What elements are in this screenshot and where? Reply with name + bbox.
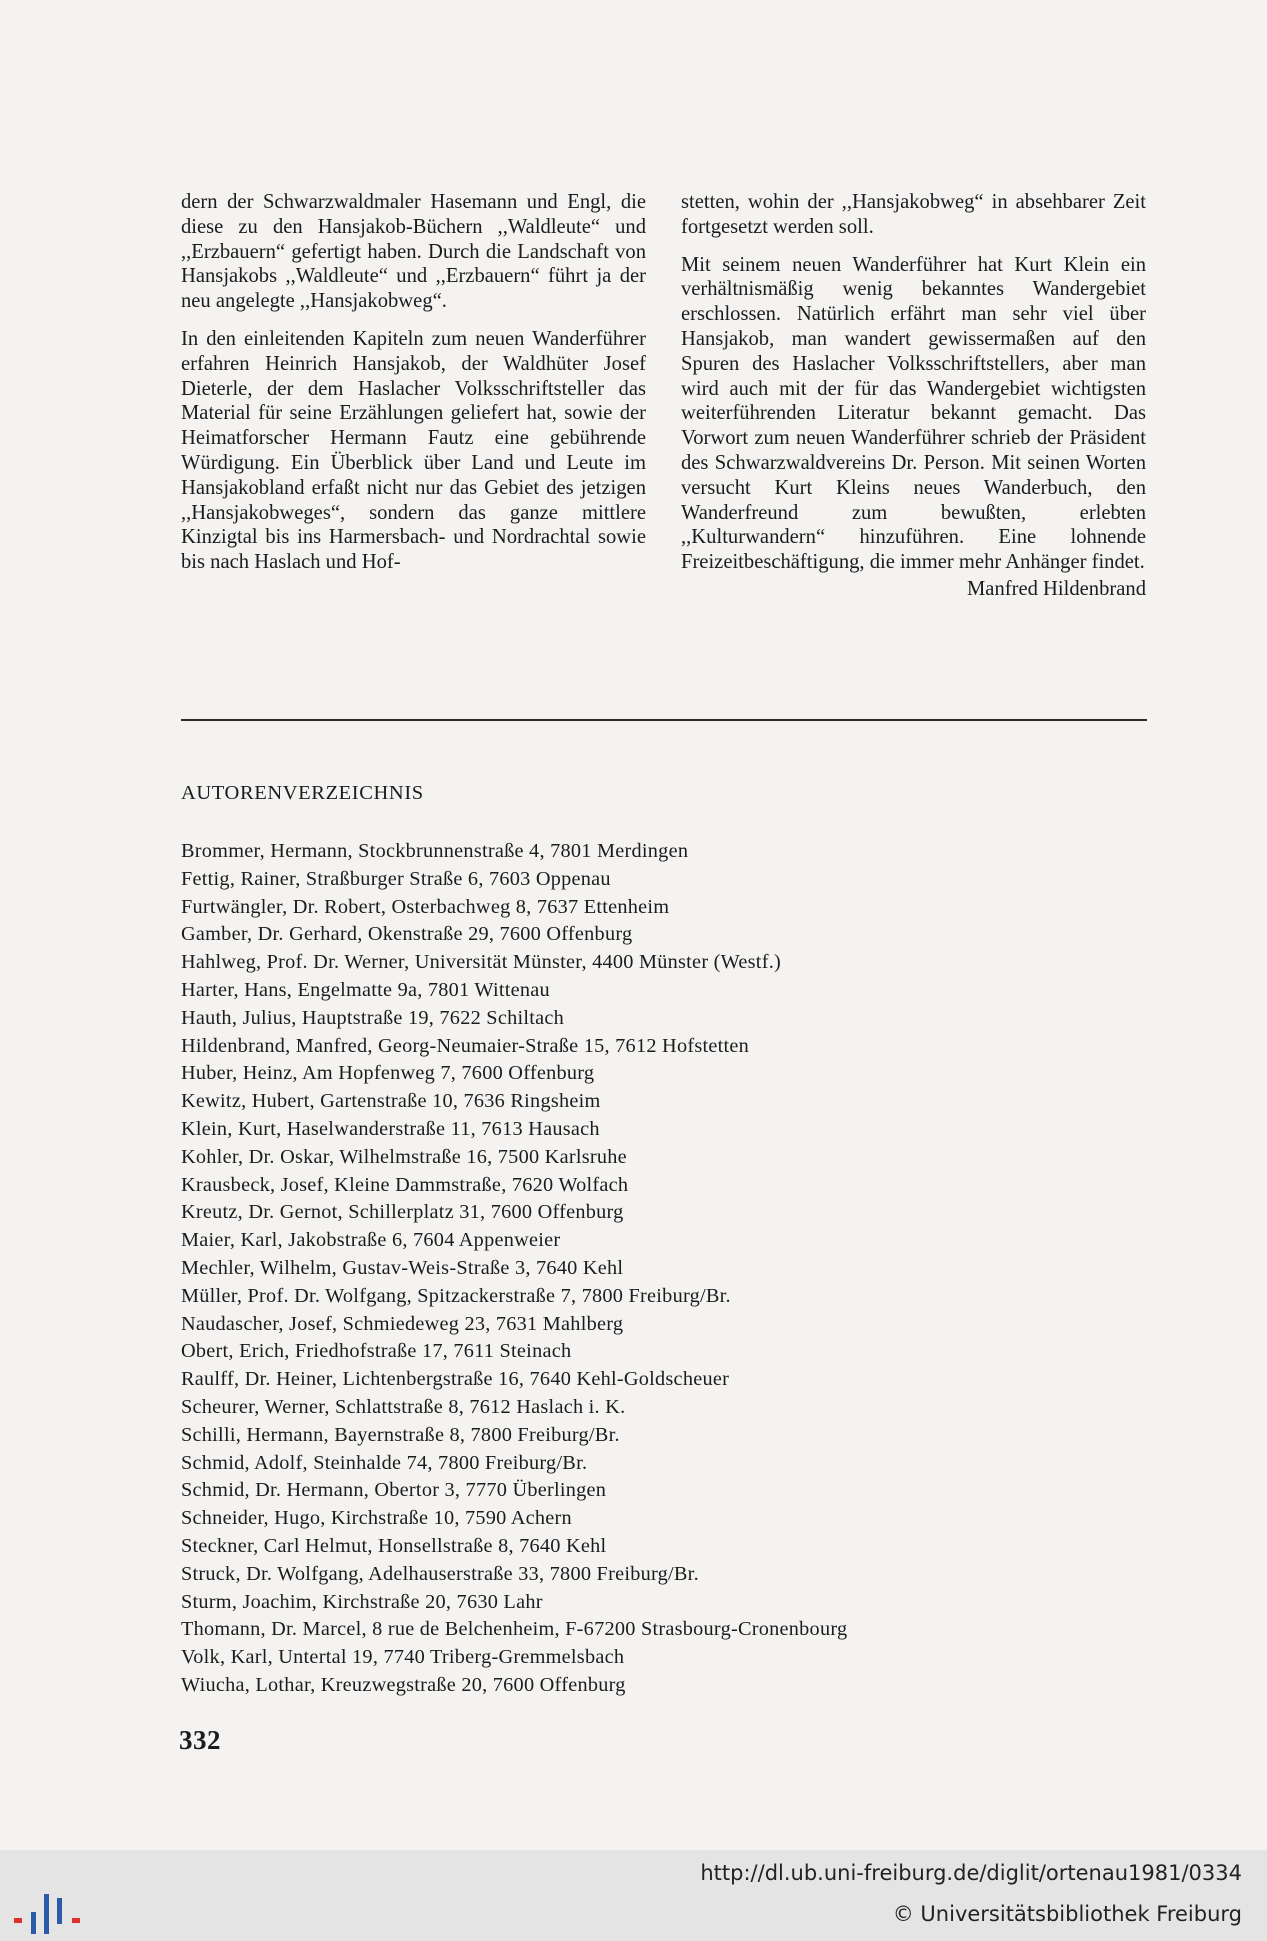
article-paragraph: dern der Schwarzwaldmaler Hasemann und Engl, die diese zu den Hansjakob-Büchern ,,Waldleute“ und ,,Erzbauern“ gefertigt haben. Durch die Landschaft von Hansjakobs ,,Waldleute“ und ,,Erzbauern“ führt ja der neu angelegte ,,Hansjakobweg“.	[181, 191, 646, 313]
author-entry: Huber, Heinz, Am Hopfenweg 7, 7600 Offenburg	[181, 1062, 595, 1085]
article-paragraph: In den einleitenden Kapiteln zum neuen Wanderführer erfahren Heinrich Hansjakob, der Waldhüter Josef Dieterle, der dem Haslacher Volksschriftsteller das Material für seine Erzählungen geliefert hat, sowie der Heimatforscher Hermann Fautz eine gebührende Würdigung. Ein Überblick über Land und Leute im Hansjakobland erfaßt nicht nur das Gebiet des jetzigen ,,Hansjakobweges“, sondern das ganze mittlere Kinzigtal bis ins Harmersbach- und Nordrachtal sowie bis nach Haslach und Hof-	[181, 327, 646, 574]
author-entry: Furtwängler, Dr. Robert, Osterbachweg 8, 7637 Ettenheim	[181, 895, 670, 918]
author-list	[181, 838, 1181, 1700]
author-entry: Thomann, Dr. Marcel, 8 rue de Belchenheim, F-67200 Strasbourg-Cronenbourg	[181, 1618, 848, 1641]
section-divider	[181, 719, 1147, 721]
permalink-link[interactable]: http://dl.ub.uni-freiburg.de/diglit/ortenau1981/0334	[700, 1861, 1242, 1885]
copyright-text: © Universitätsbibliothek Freiburg	[892, 1902, 1242, 1926]
author-entry: Struck, Dr. Wolfgang, Adelhauserstraße 33, 7800 Freiburg/Br.	[181, 1562, 699, 1585]
article-paragraph: Mit seinem neuen Wanderführer hat Kurt Klein ein verhältnismäßig wenig bekanntes Wandergebiet erschlossen. Natürlich erfährt man sehr viel über Hansjakob, man wandert gewissermaßen auf den Spuren des Haslacher Volksschriftstellers, aber man wird auch mit der für das Wandergebiet wichtigsten weiterführenden Literatur bekannt gemacht. Das Vorwort zum neuen Wanderführer schrieb der Präsident des Schwarzwaldvereins Dr. Person. Mit seinen Worten versucht Kurt Kleins neues Wanderbuch, den Wanderfreund zum bewußten, erlebten ,,Kulturwandern“ hinzuführen. Eine lohnende Freizeitbeschäftigung, die immer mehr Anhänger findet.	[681, 253, 1146, 574]
article-paragraph: stetten, wohin der ,,Hansjakobweg“ in absehbarer Zeit fortgesetzt werden soll.	[681, 191, 1146, 238]
author-entry: Schneider, Hugo, Kirchstraße 10, 7590 Achern	[181, 1507, 572, 1530]
author-entry: Fettig, Rainer, Straßburger Straße 6, 7603 Oppenau	[181, 867, 611, 890]
article-left-column	[181, 190, 646, 588]
author-entry: Harter, Hans, Engelmatte 9a, 7801 Wittenau	[181, 978, 550, 1001]
author-entry: Schmid, Dr. Hermann, Obertor 3, 7770 Überlingen	[181, 1479, 607, 1502]
author-entry: Naudascher, Josef, Schmiedeweg 23, 7631 Mahlberg	[181, 1312, 624, 1335]
author-entry: Maier, Karl, Jakobstraße 6, 7604 Appenweier	[181, 1229, 561, 1252]
author-entry: Schmid, Adolf, Steinhalde 74, 7800 Freiburg/Br.	[181, 1451, 588, 1474]
author-entry: Klein, Kurt, Haselwanderstraße 11, 7613 Hausach	[181, 1117, 600, 1140]
author-entry: Gamber, Dr. Gerhard, Okenstraße 29, 7600 Offenburg	[181, 923, 633, 946]
author-entry: Krausbeck, Josef, Kleine Dammstraße, 7620 Wolfach	[181, 1173, 629, 1196]
article-right-column	[681, 190, 1146, 602]
author-entry: Müller, Prof. Dr. Wolfgang, Spitzackerstraße 7, 7800 Freiburg/Br.	[181, 1284, 731, 1307]
section-title: AUTORENVERZEICHNIS	[181, 782, 424, 804]
author-entry: Kohler, Dr. Oskar, Wilhelmstraße 16, 7500 Karlsruhe	[181, 1145, 627, 1168]
author-entry: Hahlweg, Prof. Dr. Werner, Universität Münster, 4400 Münster (Westf.)	[181, 951, 782, 974]
ub-freiburg-logo-icon[interactable]	[12, 1894, 82, 1934]
author-entry: Sturm, Joachim, Kirchstraße 20, 7630 Lahr	[181, 1590, 543, 1613]
article-signature: Manfred Hildenbrand	[967, 577, 1146, 600]
author-entry: Wiucha, Lothar, Kreuzwegstraße 20, 7600 Offenburg	[181, 1673, 626, 1696]
author-entry: Raulff, Dr. Heiner, Lichtenbergstraße 16, 7640 Kehl-Goldscheuer	[181, 1368, 730, 1391]
author-entry: Kreutz, Dr. Gernot, Schillerplatz 31, 7600 Offenburg	[181, 1201, 624, 1224]
author-entry: Hildenbrand, Manfred, Georg-Neumaier-Straße 15, 7612 Hofstetten	[181, 1034, 750, 1057]
author-entry: Brommer, Hermann, Stockbrunnenstraße 4, 7801 Merdingen	[181, 840, 689, 862]
page-number: 332	[179, 1725, 221, 1755]
author-entry: Hauth, Julius, Hauptstraße 19, 7622 Schiltach	[181, 1006, 565, 1029]
author-entry: Scheurer, Werner, Schlattstraße 8, 7612 Haslach i. K.	[181, 1395, 626, 1418]
author-entry: Schilli, Hermann, Bayernstraße 8, 7800 Freiburg/Br.	[181, 1423, 620, 1446]
author-entry: Volk, Karl, Untertal 19, 7740 Triberg-Gremmelsbach	[181, 1646, 625, 1669]
viewer-footer	[0, 1850, 1267, 1941]
author-entry: Steckner, Carl Helmut, Honsellstraße 8, 7640 Kehl	[181, 1534, 607, 1557]
author-entry: Kewitz, Hubert, Gartenstraße 10, 7636 Ringsheim	[181, 1090, 601, 1113]
author-entry: Obert, Erich, Friedhofstraße 17, 7611 Steinach	[181, 1340, 572, 1363]
author-entry: Mechler, Wilhelm, Gustav-Weis-Straße 3, 7640 Kehl	[181, 1256, 624, 1279]
